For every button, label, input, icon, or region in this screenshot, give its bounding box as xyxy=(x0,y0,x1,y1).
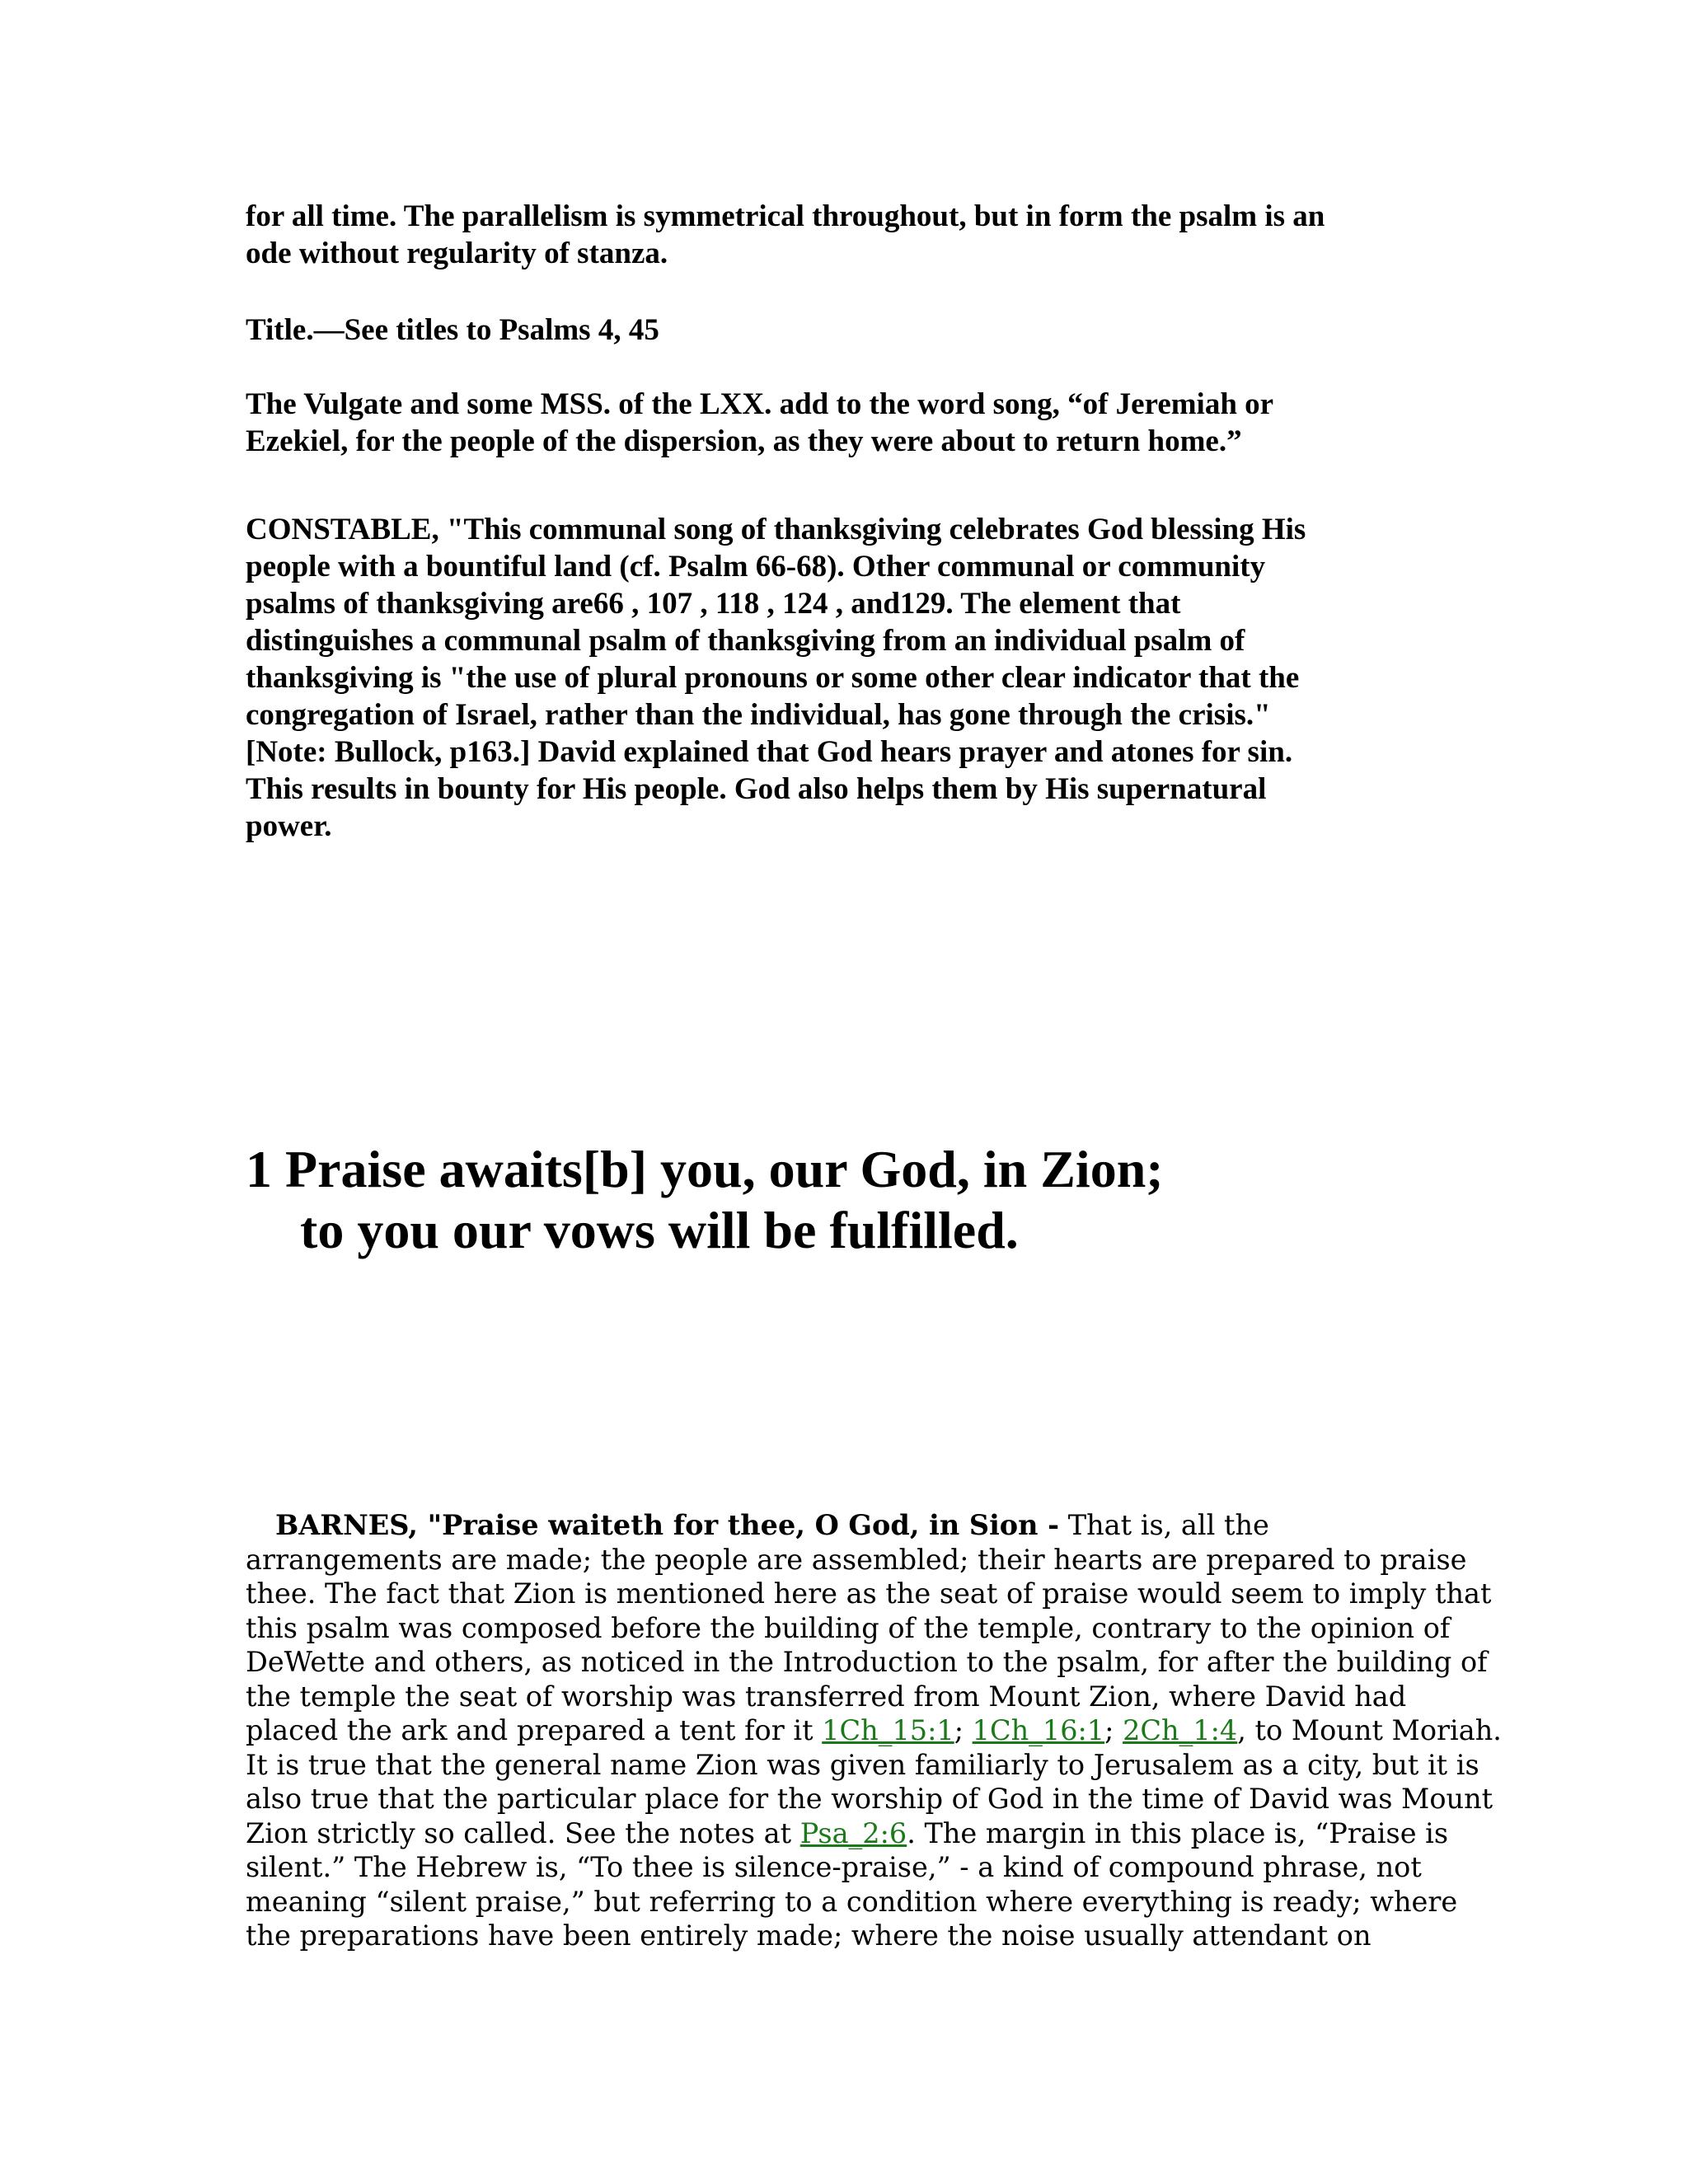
barnes-line xyxy=(246,1713,1502,1748)
scripture-link-1ch-16-1[interactable]: 1Ch_16:1 xyxy=(972,1714,1105,1746)
verse-heading xyxy=(246,1139,1441,1261)
barnes-line: meaning “silent praise,” but referring to a condition where everything is ready; where xyxy=(246,1885,1458,1918)
constable-line: CONSTABLE, "This communal song of thanksgiving celebrates God blessing His xyxy=(246,513,1306,546)
barnes-line: DeWette and others, as noticed in the Introduction to the psalm, for after the building of xyxy=(246,1646,1488,1678)
barnes-line: this psalm was composed before the building of the temple, contrary to the opinion of xyxy=(246,1611,1451,1644)
verse-line: 1 Praise awaits[b] you, our God, in Zion; xyxy=(246,1140,1164,1198)
barnes-line: also true that the particular place for the worship of God in the time of David was Mount xyxy=(246,1783,1493,1815)
barnes-text: , to Mount Moriah. xyxy=(1237,1714,1502,1746)
barnes-text: ; xyxy=(1104,1714,1123,1746)
intro-line: for all time. The parallelism is symmetrical throughout, but in form the psalm is an xyxy=(246,199,1325,233)
barnes-line: silent.” The Hebrew is, “To thee is silence-praise,” - a kind of compound phrase, not xyxy=(246,1851,1422,1883)
barnes-line: the temple the seat of worship was transferred from Mount Zion, where David had xyxy=(246,1680,1407,1713)
barnes-text: . The margin in this place is, “Praise is xyxy=(907,1816,1449,1849)
barnes-line: arrangements are made; the people are assembled; their hearts are prepared to praise xyxy=(246,1543,1467,1576)
barnes-line: thee. The fact that Zion is mentioned here as the seat of praise would seem to imply that xyxy=(246,1577,1492,1610)
constable-line: This results in bounty for His people. God also helps them by His supernatural xyxy=(246,772,1267,806)
vulgate-line: Ezekiel, for the people of the dispersion, as they were about to return home.” xyxy=(246,424,1242,458)
verse-line: to you our vows will be fulfilled. xyxy=(300,1201,1019,1259)
constable-line: distinguishes a communal psalm of thanksgiving from an individual psalm of xyxy=(246,624,1245,658)
constable-line: power. xyxy=(246,809,332,843)
constable-line: people with a bountiful land (cf. Psalm 66-68). Other communal or community xyxy=(246,550,1266,583)
barnes-line: the preparations have been entirely made; where the noise usually attendant on xyxy=(246,1919,1372,1952)
constable-paragraph xyxy=(246,511,1441,845)
constable-line: psalms of thanksgiving are66 , 107 , 118 , 124 , and129. The element that xyxy=(246,587,1181,621)
barnes-line xyxy=(246,1508,1441,1543)
barnes-text: That is, all the xyxy=(1059,1509,1269,1541)
barnes-lead: BARNES, "Praise waiteth for thee, O God, in Sion - xyxy=(275,1509,1060,1541)
barnes-line xyxy=(246,1816,1449,1851)
intro-paragraph xyxy=(246,198,1441,272)
constable-line: [Note: Bullock, p163.] David explained that God hears prayer and atones for sin. xyxy=(246,735,1293,769)
scripture-link-2ch-1-4[interactable]: 2Ch_1:4 xyxy=(1123,1714,1238,1746)
constable-line: thanksgiving is "the use of plural pronouns or some other clear indicator that the xyxy=(246,661,1300,695)
title-note-text: Title.—See titles to Psalms 4, 45 xyxy=(246,313,659,347)
scripture-link-1ch-15-1[interactable]: 1Ch_15:1 xyxy=(822,1714,954,1746)
barnes-text: Zion strictly so called. See the notes at xyxy=(246,1816,800,1849)
barnes-paragraph xyxy=(246,1508,1502,1953)
constable-line: congregation of Israel, rather than the individual, has gone through the crisis." xyxy=(246,698,1271,732)
title-note xyxy=(246,312,1441,349)
scripture-link-psa-2-6[interactable]: Psa_2:6 xyxy=(799,1816,907,1849)
vulgate-line: The Vulgate and some MSS. of the LXX. add to the word song, “of Jeremiah or xyxy=(246,387,1274,421)
barnes-text: ; xyxy=(954,1714,973,1746)
vulgate-paragraph xyxy=(246,386,1441,460)
barnes-line: It is true that the general name Zion was given familiarly to Jerusalem as a city, but it is xyxy=(246,1748,1479,1781)
intro-line: ode without regularity of stanza. xyxy=(246,237,668,270)
barnes-text: placed the ark and prepared a tent for it xyxy=(246,1714,823,1746)
